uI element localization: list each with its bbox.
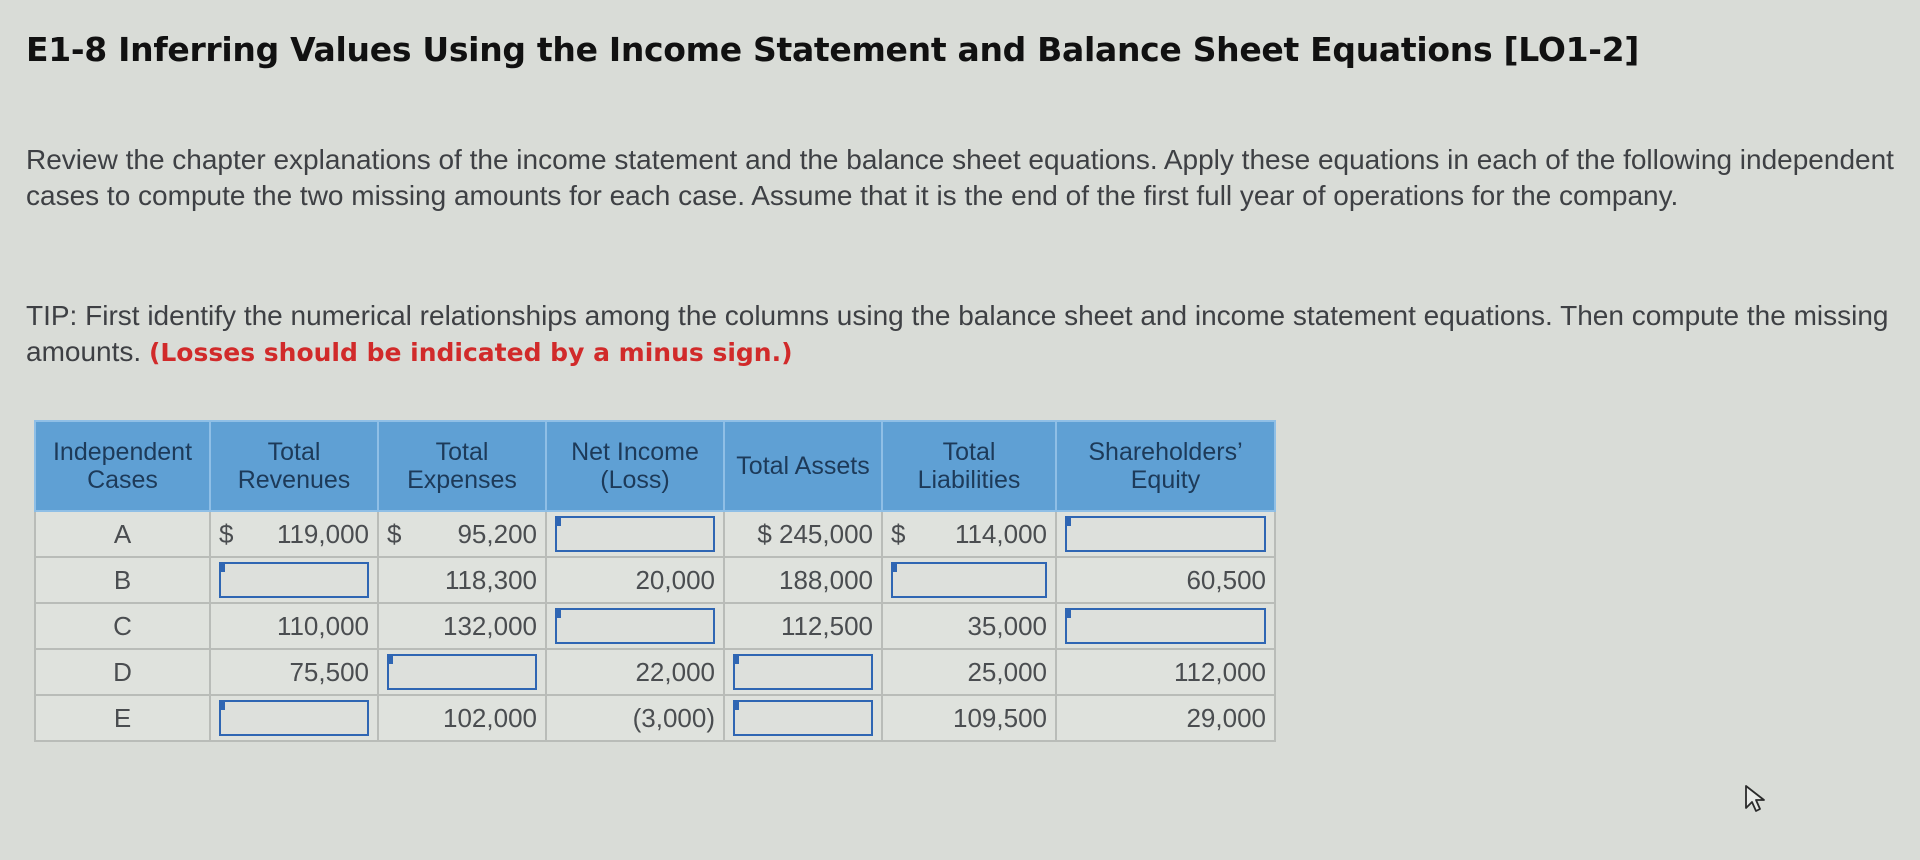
- equity-input[interactable]: [1065, 516, 1266, 552]
- header-assets: Total Assets: [724, 421, 882, 511]
- expenses-cell: 118,300: [378, 557, 546, 603]
- table-row: [35, 649, 1275, 695]
- table-row: [35, 557, 1275, 603]
- revenues-input[interactable]: [219, 700, 369, 736]
- case-label: C: [35, 603, 210, 649]
- table-row: [35, 603, 1275, 649]
- equity-input[interactable]: [1065, 608, 1266, 644]
- liabilities-input[interactable]: [891, 562, 1047, 598]
- assets-input-cell: [724, 649, 882, 695]
- revenues-input-cell: [210, 557, 378, 603]
- header-expenses: Total Expenses: [378, 421, 546, 511]
- tip-text: TIP: First identify the numerical relationships among the columns using the balance sheet and income statement equations. Then compute the missing amounts.: [26, 300, 1889, 367]
- assets-input[interactable]: [733, 654, 873, 690]
- equity-cell: 60,500: [1056, 557, 1275, 603]
- expenses-cell: [378, 511, 546, 557]
- assets-input-cell: [724, 695, 882, 741]
- liabilities-cell: 109,500: [882, 695, 1056, 741]
- header-row: [35, 421, 1275, 511]
- liabilities-cell: [882, 511, 1056, 557]
- header-revenues: Total Revenues: [210, 421, 378, 511]
- tip-hint: (Losses should be indicated by a minus sign.): [148, 338, 793, 367]
- net-income-cell: 20,000: [546, 557, 724, 603]
- equity-cell: 112,000: [1056, 649, 1275, 695]
- expenses-input-cell: [378, 649, 546, 695]
- revenues-input-cell: [210, 695, 378, 741]
- revenues-cell: 75,500: [210, 649, 378, 695]
- revenues-cell: [210, 511, 378, 557]
- case-label: B: [35, 557, 210, 603]
- equity-input-cell: [1056, 603, 1275, 649]
- assets-cell: 188,000: [724, 557, 882, 603]
- assets-cell: $ 245,000: [724, 511, 882, 557]
- dollar-sign: $: [387, 518, 402, 549]
- net-income-input-cell: [546, 511, 724, 557]
- header-net-income: Net Income (Loss): [546, 421, 724, 511]
- net-income-cell: 22,000: [546, 649, 724, 695]
- net-income-input-cell: [546, 603, 724, 649]
- case-label: D: [35, 649, 210, 695]
- exercise-title: E1-8 Inferring Values Using the Income Statement and Balance Sheet Equations [LO1-2]: [26, 30, 1640, 69]
- revenues-value: 119,000: [276, 518, 369, 549]
- expenses-cell: 132,000: [378, 603, 546, 649]
- tip-paragraph: [26, 298, 1906, 371]
- net-income-input[interactable]: [555, 608, 715, 644]
- table-row: [35, 511, 1275, 557]
- case-label: A: [35, 511, 210, 557]
- expenses-cell: 102,000: [378, 695, 546, 741]
- dollar-sign: $: [891, 518, 906, 549]
- dollar-sign: $: [219, 518, 234, 549]
- cases-table: [34, 420, 1276, 742]
- header-cases: Independent Cases: [35, 421, 210, 511]
- assets-input[interactable]: [733, 700, 873, 736]
- expenses-value: 95,200: [457, 518, 537, 549]
- revenues-cell: 110,000: [210, 603, 378, 649]
- expenses-input[interactable]: [387, 654, 537, 690]
- equity-cell: 29,000: [1056, 695, 1275, 741]
- liabilities-cell: 25,000: [882, 649, 1056, 695]
- case-label: E: [35, 695, 210, 741]
- table-row: [35, 695, 1275, 741]
- equity-input-cell: [1056, 511, 1275, 557]
- assets-cell: 112,500: [724, 603, 882, 649]
- liabilities-cell: 35,000: [882, 603, 1056, 649]
- liabilities-input-cell: [882, 557, 1056, 603]
- net-income-input[interactable]: [555, 516, 715, 552]
- mouse-pointer-icon: [1744, 784, 1770, 814]
- header-equity: Shareholders’ Equity: [1056, 421, 1275, 511]
- revenues-input[interactable]: [219, 562, 369, 598]
- liabilities-value: 114,000: [954, 518, 1047, 549]
- header-liabilities: Total Liabilities: [882, 421, 1056, 511]
- net-income-cell: (3,000): [546, 695, 724, 741]
- intro-paragraph: Review the chapter explanations of the income statement and the balance sheet equations. Apply these equations in each of the following independent cases to compute the two missing amounts for each case. Assume that it is the end of the first full year of operations for the company.: [26, 144, 1894, 211]
